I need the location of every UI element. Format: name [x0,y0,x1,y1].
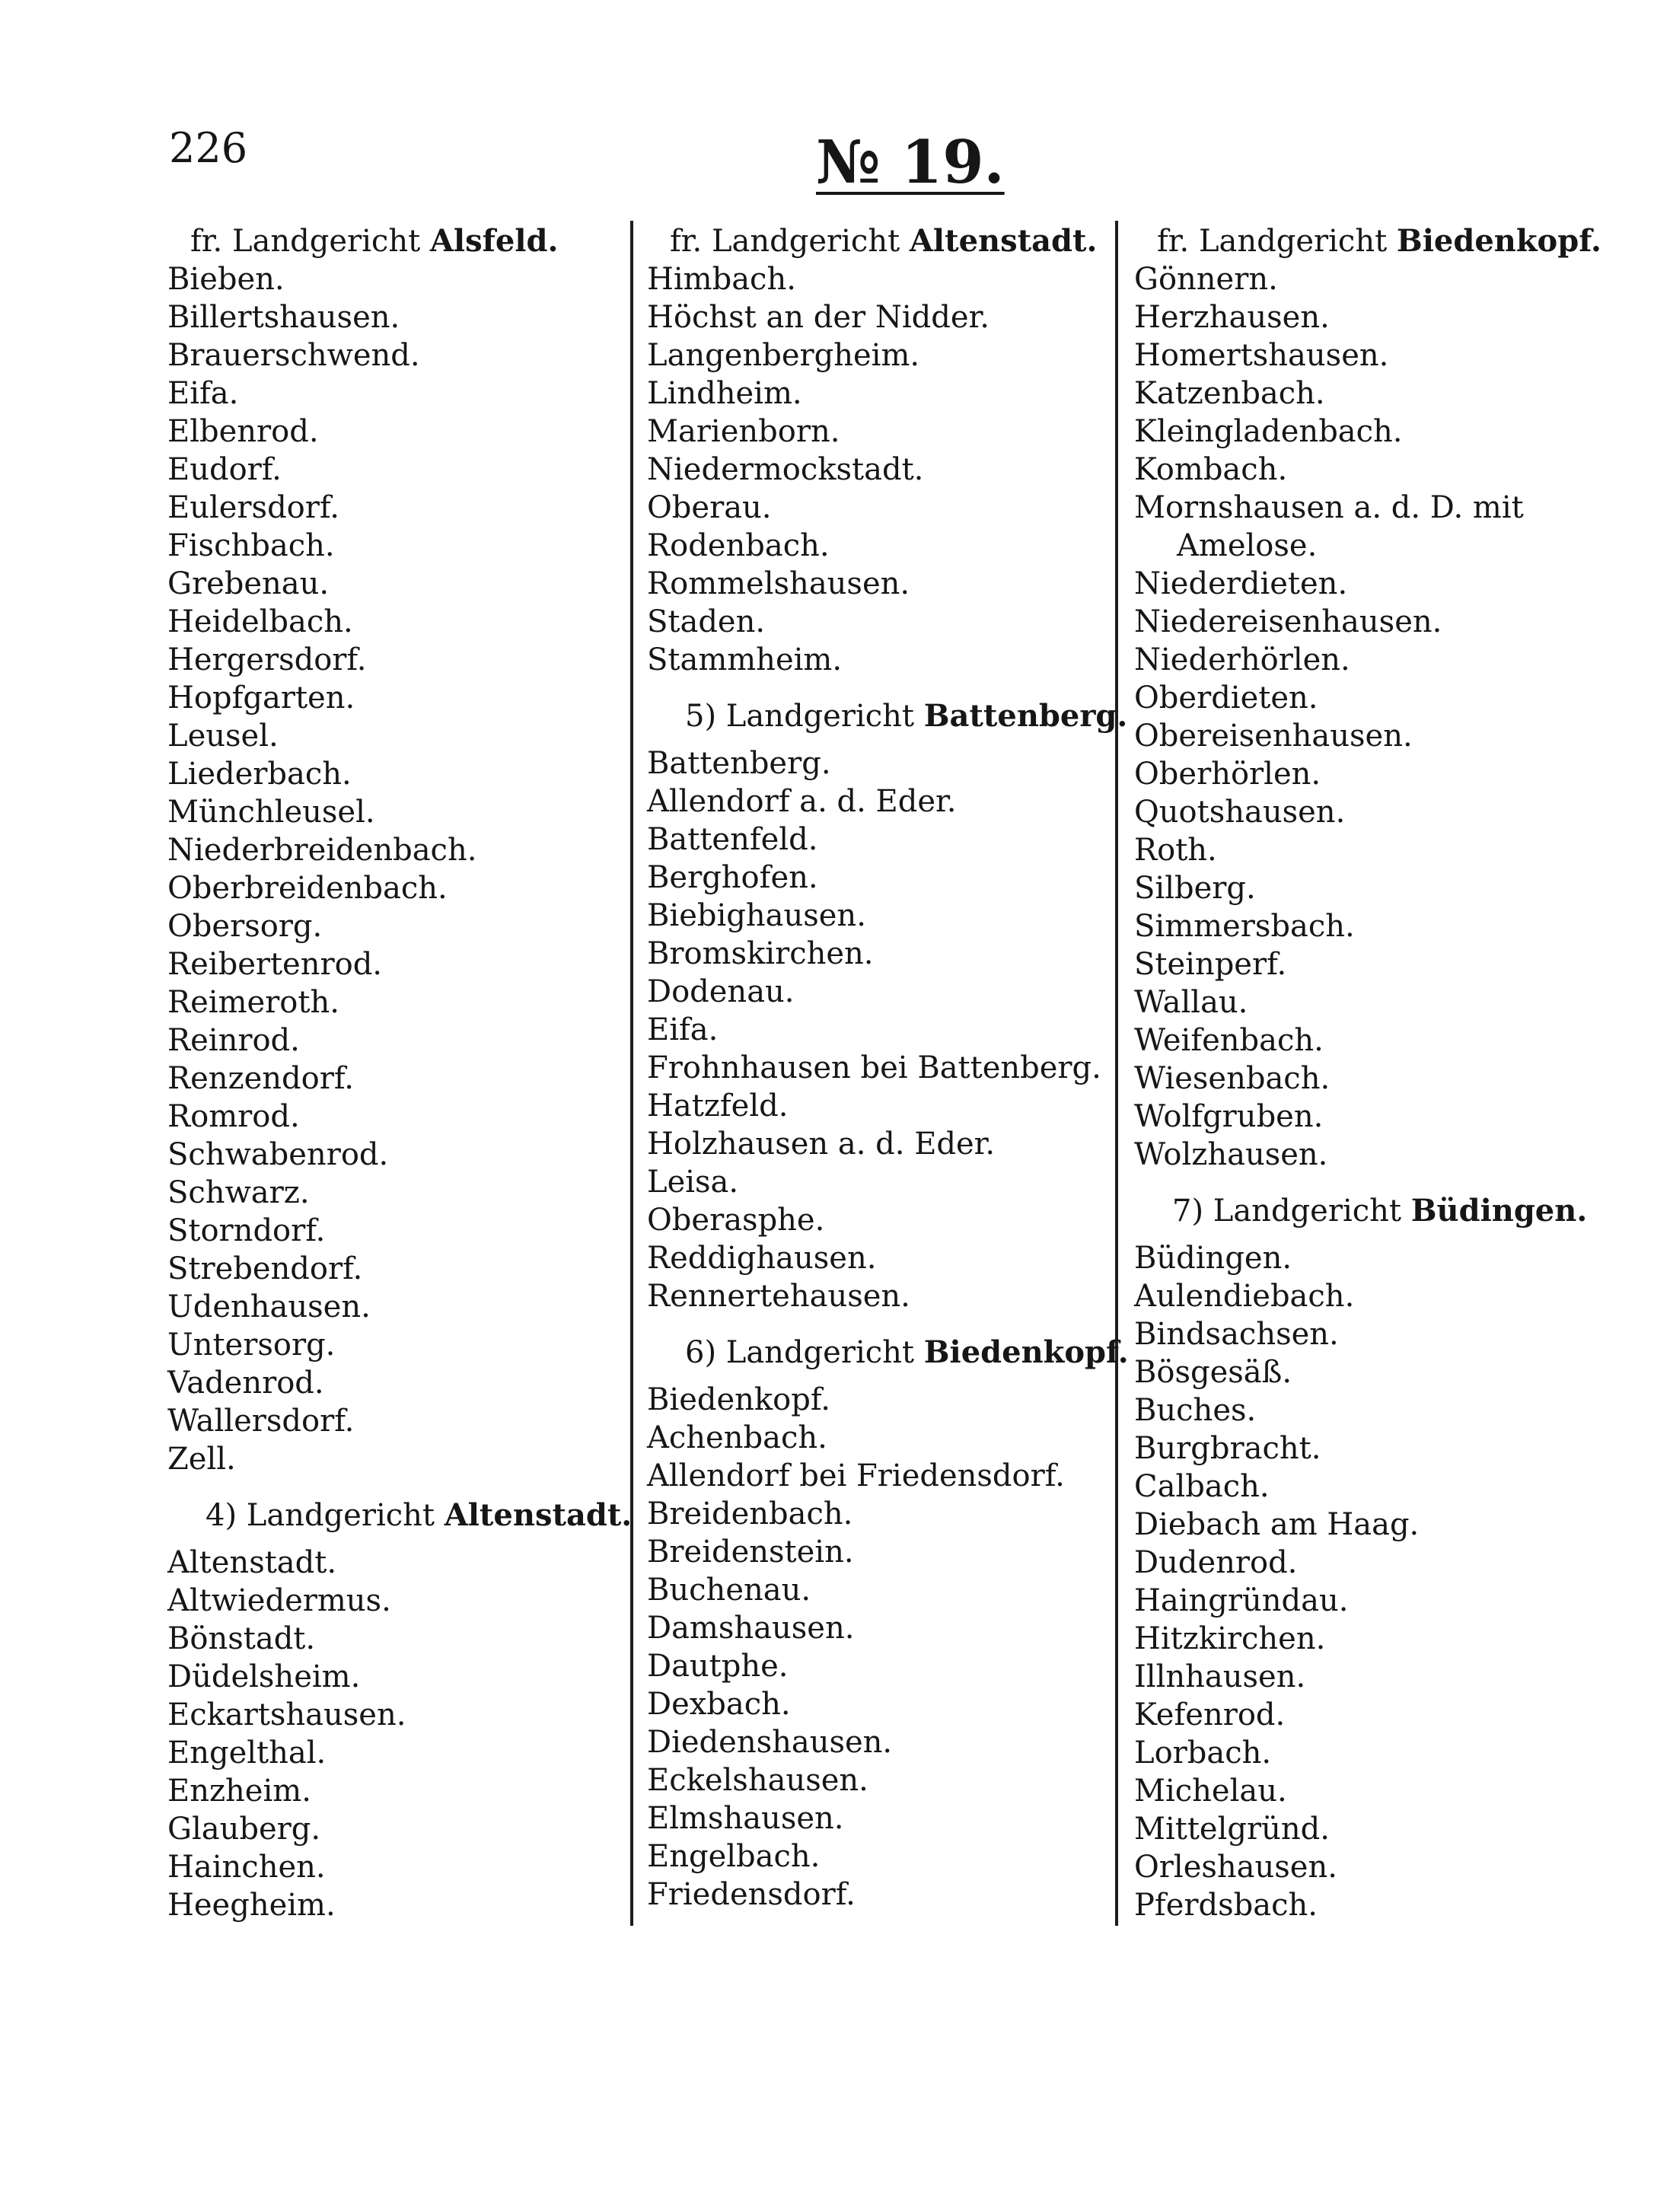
place-entry: Engelthal. [167,1735,327,1771]
court-name: Battenberg. [923,698,1128,734]
place-entry: Reinrod. [167,1023,300,1058]
place-entry: Dudenrod. [1134,1545,1298,1580]
court-heading [167,1496,633,1535]
place-entry: Liederbach. [167,757,352,792]
court-heading [647,1334,1129,1372]
place-entry: Hatzfeld. [647,1088,789,1124]
place-entry: Niederdieten. [1134,566,1348,601]
court-heading [1134,1192,1598,1230]
court-heading [647,697,1128,735]
place-entry: Illnhausen. [1134,1659,1306,1694]
place-entry: Zell. [167,1442,236,1477]
place-entry: Oberasphe. [647,1203,825,1238]
place-entry: Biedenkopf. [647,1382,830,1417]
place-entry: Eudorf. [167,452,282,487]
place-entry: Burgbracht. [1134,1431,1321,1466]
place-entry: Renzendorf. [167,1061,354,1096]
court-heading [167,222,620,260]
place-entry: Amelose. [1177,528,1318,563]
place-entry: Höchst an der Nidder. [647,300,990,335]
place-entry: Grebenau. [167,566,330,601]
place-entry: Marienborn. [647,414,840,449]
place-entry: Oberbreidenbach. [167,871,448,906]
place-entry: Biebighausen. [647,898,866,933]
place-entry: Langenbergheim. [647,338,920,373]
court-heading-prefix: 7) Landgericht [1172,1194,1411,1229]
place-entry: Silberg. [1134,871,1256,906]
place-entry: Storndorf. [167,1213,326,1248]
place-entry: Eifa. [647,1012,719,1047]
place-entry: Bromskirchen. [647,936,874,971]
place-entry: Calbach. [1134,1469,1270,1504]
place-entry: Obersorg. [167,909,323,944]
place-entry: Reimeroth. [167,985,339,1020]
place-entry: Enzheim. [167,1774,311,1809]
place-entry: Fischbach. [167,528,335,563]
place-entry: Diedenshausen. [647,1725,893,1760]
place-entry: Buchenau. [647,1573,811,1608]
place-entry: Eckelshausen. [647,1763,868,1798]
place-entry: Kleingladenbach. [1134,414,1403,449]
place-entry: Diebach am Haag. [1134,1507,1420,1542]
court-heading-prefix: fr. Landgericht [670,224,910,259]
place-entry: Bieben. [167,262,285,297]
place-entry: Mittelgründ. [1134,1812,1330,1847]
column-2 [647,222,1129,1914]
place-entry: Mornshausen a. d. D. mit [1134,490,1524,525]
court-heading-prefix: 5) Landgericht [685,699,924,734]
place-entry: Simmersbach. [1134,909,1355,944]
place-entry: Reibertenrod. [167,947,383,982]
court-name: Altenstadt. [909,223,1098,259]
place-entry: Frohnhausen bei Battenberg. [647,1050,1101,1085]
court-heading [1134,222,1601,260]
place-entry: Katzenbach. [1134,376,1325,411]
place-entry: Lindheim. [647,376,802,411]
place-entry: Düdelsheim. [167,1659,361,1694]
place-entry: Hopfgarten. [167,680,355,716]
place-entry: Niederbreidenbach. [167,833,477,868]
place-entry: Dautphe. [647,1649,789,1684]
place-entry: Obereisenhausen. [1134,719,1413,754]
place-entry: Staden. [647,604,766,639]
place-entry: Breidenbach. [647,1496,853,1532]
place-entry: Bindsachsen. [1134,1317,1339,1352]
place-entry: Dexbach. [647,1687,791,1722]
court-heading-prefix: fr. Landgericht [1157,224,1397,259]
place-entry: Untersorg. [167,1328,336,1363]
page-number: 226 [169,124,248,172]
place-entry: Wallersdorf. [167,1404,355,1439]
court-name: Altenstadt. [444,1497,633,1533]
place-entry: Battenfeld. [647,822,818,857]
place-entry: Münchleusel. [167,795,375,830]
place-entry: Kombach. [1134,452,1288,487]
place-entry: Hitzkirchen. [1134,1621,1326,1656]
court-name: Biedenkopf. [923,1334,1129,1370]
place-entry: Allendorf bei Friedensdorf. [647,1458,1065,1493]
place-entry: Hainchen. [167,1850,326,1885]
place-entry: Niedermockstadt. [647,452,924,487]
place-entry: Altenstadt. [167,1545,337,1580]
court-name: Büdingen. [1410,1193,1588,1229]
place-entry: Pferdsbach. [1134,1888,1318,1923]
place-entry: Weifenbach. [1134,1023,1324,1058]
place-entry: Wolzhausen. [1134,1137,1328,1172]
column-3 [1134,222,1601,1924]
place-entry: Buches. [1134,1393,1257,1428]
place-entry: Elmshausen. [647,1801,844,1836]
place-entry: Eulersdorf. [167,490,339,525]
place-entry: Breidenstein. [647,1535,854,1570]
place-entry: Elbenrod. [167,414,319,449]
place-entry: Leusel. [167,719,279,754]
issue-number: № 19. [816,128,1005,197]
place-entry: Gönnern. [1134,262,1278,297]
place-entry: Orleshausen. [1134,1850,1337,1885]
place-entry: Herzhausen. [1134,300,1330,335]
place-entry: Eifa. [167,376,239,411]
place-entry: Homertshausen. [1134,338,1389,373]
place-entry: Leisa. [647,1165,739,1200]
place-entry: Heidelbach. [167,604,353,639]
place-entry: Kefenrod. [1134,1697,1286,1732]
column-divider [630,221,633,1926]
place-entry: Rommelshausen. [647,566,910,601]
place-entry: Aulendiebach. [1134,1279,1355,1314]
place-entry: Bönstadt. [167,1621,316,1656]
place-entry: Vadenrod. [167,1366,324,1401]
place-entry: Billertshausen. [167,300,400,335]
place-entry: Steinperf. [1134,947,1287,982]
place-entry: Damshausen. [647,1611,855,1646]
court-name: Alsfeld. [429,223,559,259]
court-heading-prefix: fr. Landgericht [190,224,430,259]
place-entry: Lorbach. [1134,1735,1272,1771]
place-entry: Büdingen. [1134,1241,1292,1276]
place-entry: Schwarz. [167,1175,310,1210]
place-entry: Michelau. [1134,1774,1287,1809]
place-entry: Eckartshausen. [167,1697,406,1732]
court-heading-prefix: 4) Landgericht [206,1498,445,1533]
place-entry: Niederhörlen. [1134,642,1350,677]
place-entry: Wallau. [1134,985,1248,1020]
place-entry: Quotshausen. [1134,795,1346,830]
place-entry: Holzhausen a. d. Eder. [647,1127,996,1162]
place-entry: Brauerschwend. [167,338,420,373]
place-entry: Berghofen. [647,860,818,895]
place-entry: Niedereisenhausen. [1134,604,1442,639]
place-entry: Achenbach. [647,1420,827,1455]
place-entry: Heegheim. [167,1888,336,1923]
place-entry: Dodenau. [647,974,795,1009]
place-entry: Allendorf a. d. Eder. [647,784,957,819]
place-entry: Rodenbach. [647,528,830,563]
place-entry: Hergersdorf. [167,642,367,677]
place-entry: Oberhörlen. [1134,757,1321,792]
place-entry: Romrod. [167,1099,300,1134]
column-divider [1115,221,1118,1926]
place-entry: Engelbach. [647,1839,821,1874]
place-entry: Oberdieten. [1134,680,1318,716]
place-entry: Friedensdorf. [647,1877,856,1912]
place-entry: Wolfgruben. [1134,1099,1324,1134]
place-entry: Bösgesäß. [1134,1355,1292,1390]
court-heading-prefix: 6) Landgericht [685,1335,924,1370]
place-entry: Reddighausen. [647,1241,877,1276]
column-1 [167,222,633,1924]
place-entry: Himbach. [647,262,796,297]
place-entry: Battenberg. [647,746,831,781]
court-name: Biedenkopf. [1396,223,1601,259]
place-entry: Schwabenrod. [167,1137,389,1172]
place-entry: Stammheim. [647,642,843,677]
place-entry: Roth. [1134,833,1217,868]
place-entry: Haingründau. [1134,1583,1349,1618]
place-entry: Oberau. [647,490,772,525]
place-entry: Wiesenbach. [1134,1061,1331,1096]
place-entry: Altwiedermus. [167,1583,391,1618]
place-entry: Udenhausen. [167,1289,371,1324]
place-entry: Glauberg. [167,1812,321,1847]
place-entry: Rennertehausen. [647,1279,910,1314]
court-heading [647,222,1104,260]
place-entry: Strebendorf. [167,1251,363,1286]
